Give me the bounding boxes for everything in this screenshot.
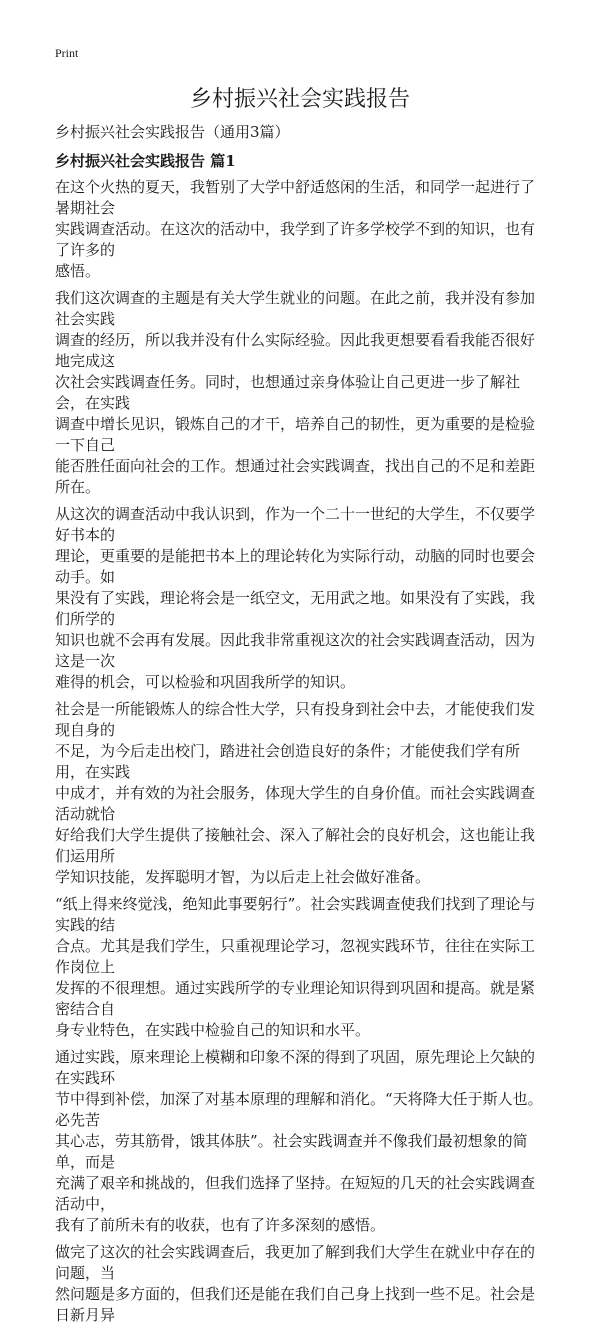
document-body	[55, 177, 545, 1332]
paragraph-line: 调查的经历，所以我并没有什么实际经验。因此我更想要看看我能否很好地完成这	[55, 331, 536, 370]
paragraph-line: 果没有了实践，理论将会是一纸空文，无用武之地。如果没有了实践，我们所学的	[55, 589, 536, 628]
paragraph-line: 发挥的不很理想。通过实践所学的专业理论知识得到巩固和提高。就是紧密结合自	[55, 979, 536, 1018]
paragraph-line: 社会是一所能锻炼人的综合性大学，只有投身到社会中去，才能使我们发现自身的	[55, 700, 536, 739]
paragraph-line: 好给我们大学生提供了接触社会、深入了解社会的良好机会，这也能让我们运用所	[55, 826, 536, 865]
paragraph-line: 合点。尤其是我们学生，只重视理论学习，忽视实践环节，往往在实际工作岗位上	[55, 937, 536, 976]
paragraph-line: 做完了这次的社会实践调查后，我更加了解到我们大学生在就业中存在的问题，当	[55, 1243, 536, 1282]
paragraph-line: 次社会实践调查任务。同时，也想通过亲身体验让自己更进一步了解社会，在实践	[55, 373, 521, 412]
paragraph-line: 身专业特色，在实践中检验自己的知识和水平。	[55, 1021, 371, 1039]
paragraph-line: 理论，更重要的是能把书本上的理论转化为实际行动，动脑的同时也要会动手。如	[55, 547, 536, 586]
paragraph	[55, 699, 545, 888]
paragraph	[55, 894, 545, 1041]
document-title: 乡村振兴社会实践报告	[189, 87, 410, 112]
paragraph-line: 节中得到补偿，加深了对基本原理的理解和消化。“天将降大任于斯人也。必先苦	[55, 1090, 543, 1129]
paragraph-line: 中成才，并有效的为社会服务，体现大学生的自身价值。而社会实践调查活动就恰	[55, 784, 536, 823]
paragraph	[55, 1047, 545, 1236]
paragraph	[55, 504, 545, 693]
paragraph-line: 通过实践，原来理论上模糊和印象不深的得到了巩固，原先理论上欠缺的在实践环	[55, 1048, 536, 1087]
paragraph-line: 我有了前所未有的收获，也有了许多深刻的感悟。	[55, 1216, 386, 1234]
paragraph-line: 学知识技能，发挥聪明才智，为以后走上社会做好准备。	[55, 868, 431, 886]
paragraph	[55, 288, 545, 498]
paragraph-line: 其心志，劳其筋骨，饿其体肤”。社会实践调查并不像我们最初想象的简单，而是	[55, 1132, 528, 1171]
paragraph	[55, 177, 545, 282]
paragraph-line: 感悟。	[55, 262, 101, 280]
paragraph-line: 知识也就不会再有发展。因此我非常重视这次的社会实践调查活动，因为这是一次	[55, 631, 536, 670]
paragraph-line: 调查中增长见识，锻炼自己的才干，培养自己的韧性，更为重要的是检验一下自己	[55, 415, 536, 454]
paragraph-line: 从这次的调查活动中我认识到，作为一个二十一世纪的大学生，不仅要学好书本的	[55, 505, 536, 544]
document-subtitle: 乡村振兴社会实践报告（通用3篇）	[55, 123, 290, 141]
paragraph-line: 能否胜任面向社会的工作。想通过社会实践调查，找出自己的不足和差距所在。	[55, 457, 536, 496]
paragraph-line: 实践调查活动。在这次的活动中，我学到了许多学校学不到的知识，也有了许多的	[55, 220, 536, 259]
paragraph-line: 在这个火热的夏天，我暂别了大学中舒适悠闲的生活，和同学一起进行了暑期社会	[55, 178, 536, 217]
section-heading: 乡村振兴社会实践报告 篇1	[55, 152, 236, 170]
paragraph-line: 不足，为今后走出校门，踏进社会创造良好的条件；才能使我们学有所用，在实践	[55, 742, 521, 781]
paragraph	[55, 1242, 545, 1326]
paragraph-line: “纸上得来终觉浅，绝知此事要躬行”。社会实践调查使我们找到了理论与实践的结	[55, 895, 536, 934]
paragraph-line: 然问题是多方面的，但我们还是能在我们自己身上找到一些不足。社会是日新月异	[55, 1285, 536, 1324]
paragraph-line: 充满了艰辛和挑战的，但我们选择了坚持。在短短的几天的社会实践调查活动中，	[55, 1174, 536, 1213]
paragraph-line: 难得的机会，可以检验和巩固我所学的知识。	[55, 673, 356, 691]
print-link[interactable]: Print	[55, 46, 79, 60]
paragraph-line: 我们这次调查的主题是有关大学生就业的问题。在此之前，我并没有参加社会实践	[55, 289, 536, 328]
